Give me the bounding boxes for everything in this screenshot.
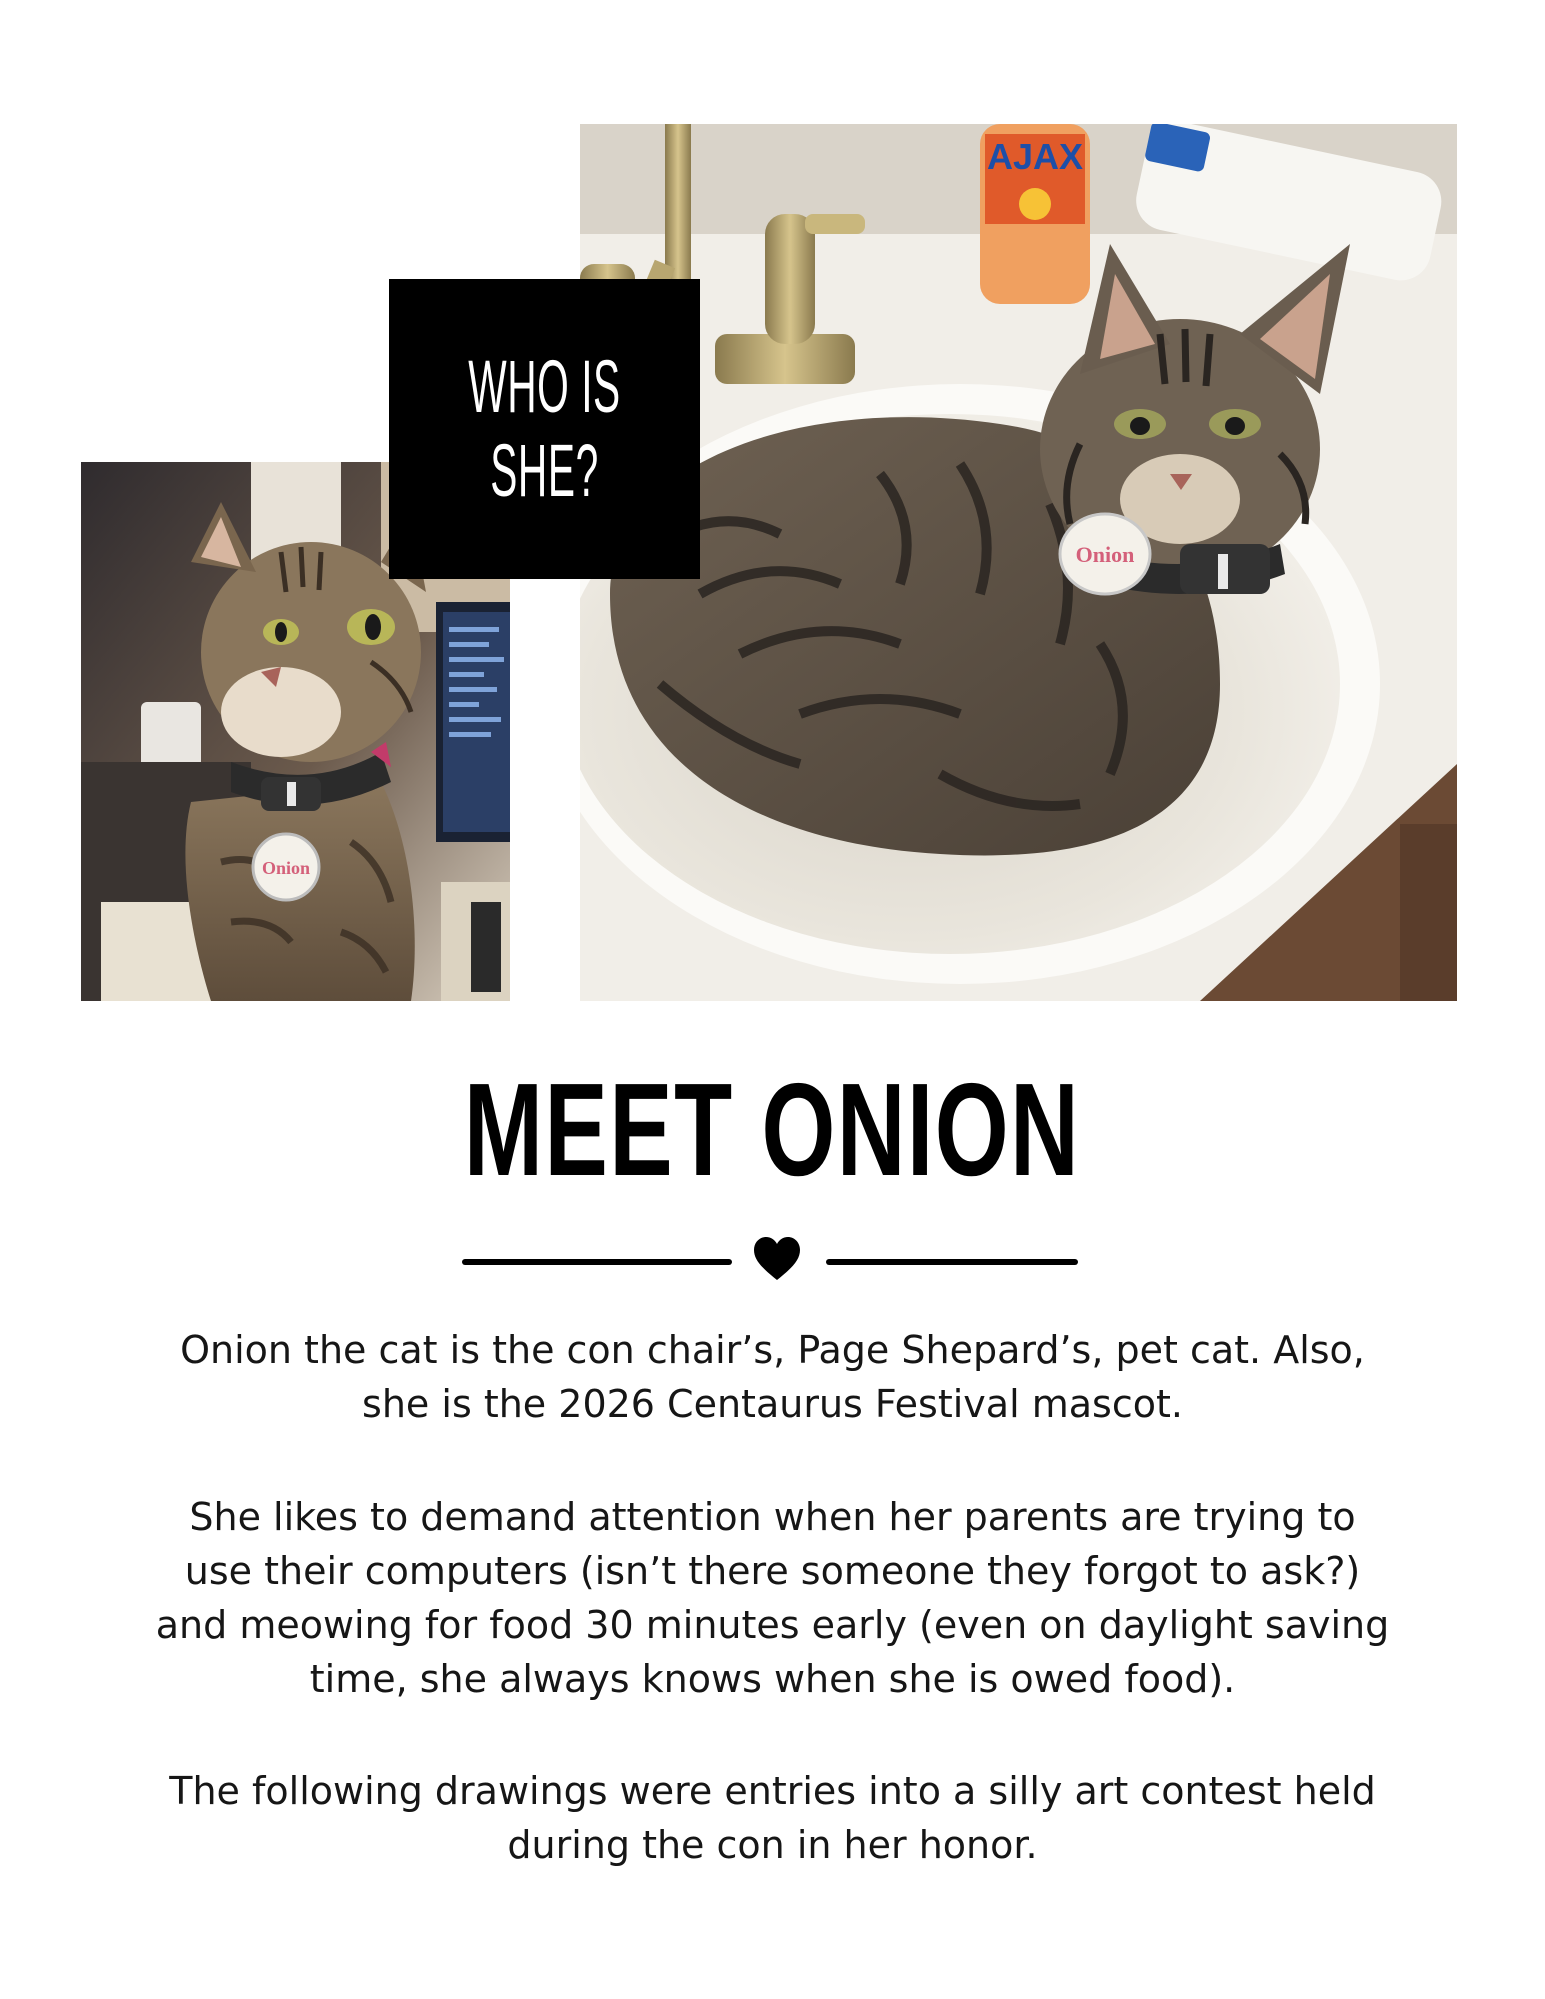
page-title bbox=[0, 1056, 1545, 1203]
label-line-1: WHO IS bbox=[468, 345, 621, 428]
who-is-she-label bbox=[389, 279, 700, 579]
label-text bbox=[459, 345, 630, 513]
habits-line-4: time, she always knows when she is owed food). bbox=[309, 1657, 1236, 1701]
cat-sink-illustration bbox=[580, 124, 1457, 1001]
contest-paragraph bbox=[130, 1764, 1415, 1872]
contest-line-1: The following drawings were entries into a silly art contest held bbox=[169, 1769, 1376, 1813]
bottle-brand-text: AJAX bbox=[986, 136, 1084, 177]
divider-line-left bbox=[462, 1259, 732, 1265]
intro-line-2: she is the 2026 Centaurus Festival mascot. bbox=[362, 1382, 1183, 1426]
divider-line-right bbox=[826, 1259, 1078, 1265]
contest-line-2: during the con in her honor. bbox=[507, 1823, 1038, 1867]
intro-line-1: Onion the cat is the con chair’s, Page Shepard’s, pet cat. Also, bbox=[180, 1328, 1365, 1372]
intro-paragraph bbox=[130, 1323, 1415, 1431]
right-tag-text: Onion bbox=[1075, 542, 1135, 567]
heart-divider bbox=[462, 1236, 1078, 1286]
heart-icon bbox=[752, 1236, 802, 1282]
habits-paragraph bbox=[130, 1490, 1415, 1706]
habits-line-2: use their computers (isn’t there someone they forgot to ask?) bbox=[184, 1549, 1361, 1593]
label-line-2: SHE? bbox=[490, 429, 599, 512]
habits-line-1: She likes to demand attention when her parents are trying to bbox=[189, 1495, 1356, 1539]
cat-sink-photo bbox=[580, 124, 1457, 1001]
left-tag-text: Onion bbox=[261, 858, 311, 878]
habits-line-3: and meowing for food 30 minutes early (even on daylight saving bbox=[155, 1603, 1390, 1647]
page-title-text: MEET ONION bbox=[464, 1056, 1081, 1203]
